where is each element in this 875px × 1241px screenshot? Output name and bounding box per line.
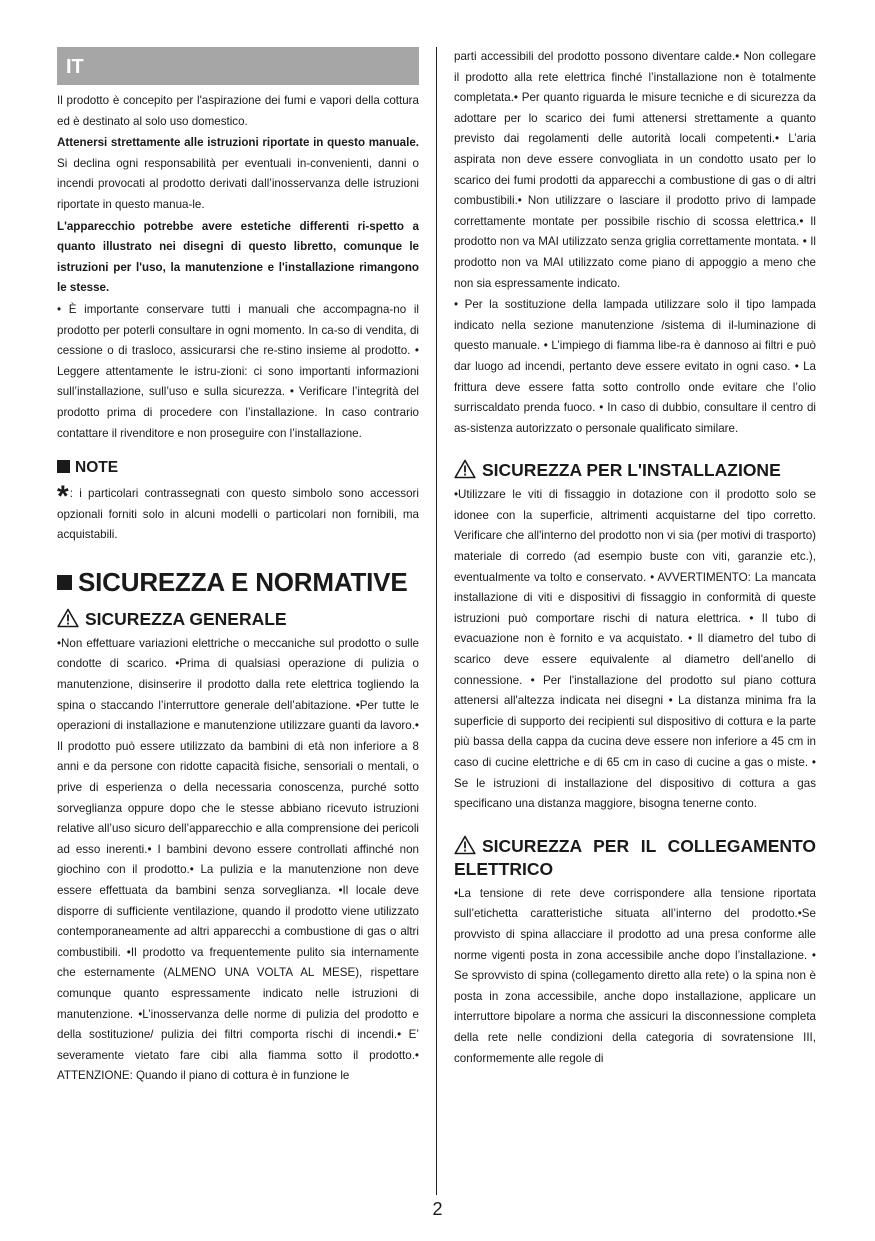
- main-title-text: SICUREZZA E NORMATIVE: [78, 566, 408, 597]
- square-bullet-icon: [57, 575, 72, 590]
- installation-safety-title: SICUREZZA PER L'INSTALLAZIONE: [482, 460, 781, 481]
- note-title: NOTE: [75, 459, 119, 477]
- installation-safety-heading: [454, 459, 816, 482]
- column-divider: [436, 47, 437, 1195]
- right-column: [454, 47, 816, 1070]
- language-label: IT: [57, 47, 419, 85]
- general-safety-paragraph: •Non effettuare variazioni elettriche o meccaniche sul prodotto o sulle condotte di scarico. •Prima di qualsiasi operazione di pulizia o manutenzione, disinserire il prodotto dalla rete elettrica togliendo la spina o staccando l’interruttore generale dell’abitazione. •Per tutte le operazioni di installazione e manutenzione utilizzare guanti da lavoro.• Il prodotto può essere utilizzato da bambini di età non inferiore a 8 anni e da persone con ridotte capacità fisiche, sensoriali o mentali, o prive di esperienza o della necessaria conoscenza, purché sotto sorveglianza oppure dopo che le stesse abbiano ricevuto istruzioni relative all’uso sicuro dell’apparecchio e alla comprensione dei pericoli ad esso inerenti.• I bambini devono essere controllati affinché non giochino con il prodotto.• La pulizia e la manutenzione non deve essere effettuata da bambini senza sorveglianza. •Il locale deve disporre di sufficiente ventilazione, quando il prodotto viene utilizzato contemporaneamente ad altri apparecchi a combustione di gas o altri combustibili. •Il prodotto va frequentemente pulito sia internamente che esternamente (ALMENO UNA VOLTA AL MESE), rispettare comunque quanto espressamente indicato nelle istruzioni di manutenzione. •L’inosservanza delle norme di pulizia del prodotto e della sostituzione/ pulizia dei filtri comporta rischi di incendi.• E’ severamente vietato fare cibi alla fiamma sotto il prodotto.• ATTENZIONE: Quando il piano di cottura è in funzione le: [57, 636, 419, 1083]
- asterisk-symbol: *: [57, 480, 69, 514]
- note-paragraph: [57, 480, 419, 546]
- warning-triangle-icon: [57, 608, 79, 628]
- general-safety-title: SICUREZZA GENERALE: [85, 608, 287, 629]
- page-number: 2: [432, 1199, 443, 1219]
- intro-paragraph: Il prodotto è concepito per l'aspirazione dei fumi e vapori della cottura ed è destinato al solo uso domestico.: [57, 94, 419, 128]
- installation-safety-paragraph: •Utilizzare le viti di fissaggio in dotazione con il prodotto solo se idonee con la superficie, altrimenti acquistarne del tipo corretto. Verificare che all'interno del prodotto non vi sia (per motivi di trasporto) materiale di corredo (ad esempio buste con viti, garanzie etc.), eventualmente va tolto e conservato. • AVVERTIMENTO: La mancata installazione di viti e dispositivi di fissaggio in conformità di queste istruzioni può comportare rischi di natura elettrica. • Il tubo di evacuazione non è fornito e va acquistato. • Il diametro del tubo di scarico deve essere equivalente al diametro dell'anello di connessione. • Per l'installazione del prodotto sul piano cottura attenersi all'altezza indicata nei disegni • La distanza minima fra la superficie di supporto dei recipienti sul dispositivo di cottura e la parte più bassa della cappa da cucina deve essere non inferiore a 45 cm in caso di cucine elettriche e di 65 cm in caso di cucine a gas o miste. • Se le istruzioni di installazione del dispositivo di cottura a gas specificano una distanza maggiore, bisogna tenerne conto.: [454, 488, 816, 811]
- attention-bold-text: Attenersi strettamente alle istruzioni riportate in questo manuale.: [57, 136, 419, 150]
- general-safety-heading: [57, 608, 419, 631]
- warning-triangle-icon: [454, 459, 476, 479]
- note-heading: [57, 458, 419, 478]
- square-bullet-icon: [57, 460, 70, 473]
- note-text: : i particolari contrassegnati con questo simbolo sono accessori opzionali forniti solo in alcuni modelli o particolari non fornibili, ma acquistabili.: [57, 487, 419, 542]
- attention-text: Si declina ogni responsabilità per eventuali in-convenienti, danni o incendi provocati al prodotto derivati dall’inosservanza delle istruzioni riportate in questo manua-le.: [57, 156, 419, 211]
- warning-triangle-icon: [454, 835, 476, 855]
- aesthetic-bold-text: L'apparecchio potrebbe avere estetiche differenti ri-spetto a quanto illustrato nei disegni di questo libretto, comunque le istruzioni per l'uso, la manutenzione e l'installazione rimangono le stesse.: [57, 219, 419, 295]
- electrical-safety-paragraph: •La tensione di rete deve corrispondere alla tensione riportata sull’etichetta caratteristiche situata all’interno del prodotto.•Se provvisto di spina allacciare il prodotto ad una presa conforme alle norme vigenti posta in zona accessibile anche dopo l’installazione. • Se sprovvisto di spina (collegamento diretto alla rete) o la spina non è posta in zona accessibile, anche dopo installazione, applicare un interruttore bipolare a norma che assicuri la disconnessione completa della rete nelle condizioni della categoria di sovratensione III, conformemente alle regole di: [454, 886, 816, 1065]
- electrical-safety-title: SICUREZZA PER IL COLLEGAMENTO ELETTRICO: [454, 835, 816, 879]
- main-section-title: [57, 566, 419, 598]
- aesthetic-paragraph: [57, 217, 419, 299]
- general-safety-continued: parti accessibili del prodotto possono diventare calde.• Non collegare il prodotto alla rete elettrica finché l’installazione non è totalmente completata.• Per quanto riguarda le misure tecniche e di sicurezza da adottare per lo scarico dei fumi attenersi strettamente a quanto previsto dai regolamenti delle autorità locali competenti.• L’aria aspirata non deve essere convogliata in un condotto usato per lo scarico dei fumi prodotti da apparecchi a combustione di gas o di altri combustibili.• Non utilizzare o lasciare il prodotto privo di lampade correttamente montate per possibile rischio di scossa elettrica.• Il prodotto non va MAI utilizzato senza griglia correttamente montata. • Il prodotto non va MAI utilizzato come piano di appoggio a meno che non sia espressamente indicato.: [454, 50, 816, 290]
- left-column: [57, 47, 419, 1088]
- manuals-paragraph: • È importante conservare tutti i manuali che accompagna-no il prodotto per poterli consultare in ogni momento. In ca-so di vendita, di cessione o di trasloco, assicurarsi che re-stino insieme al prodotto. • Leggere attentamente le istru-zioni: ci sono importanti informazioni sull’installazione, sull’uso e sulla sicurezza. • Verificare l’integrità del prodotto prima di procedere con l’installazione. In caso contrario contattare il rivenditore e non proseguire con l’installazione.: [57, 302, 419, 440]
- lamp-paragraph: • Per la sostituzione della lampada utilizzare solo il tipo lampada indicato nella sezione manutenzione /sistema di il-luminazione di questo manuale. • L’impiego di fiamma libe-ra è dannoso ai filtri e può dar luogo ad incendi, pertanto deve essere evitato in ogni caso. • La frittura deve essere fatta sotto controllo onde evitare che l’olio surriscaldato prenda fuoco. • In caso di dubbio, consultare il centro di as-sistenza autorizzato o personale qualificato similare.: [454, 298, 816, 435]
- electrical-safety-heading: [454, 835, 816, 881]
- attention-paragraph: [57, 133, 419, 215]
